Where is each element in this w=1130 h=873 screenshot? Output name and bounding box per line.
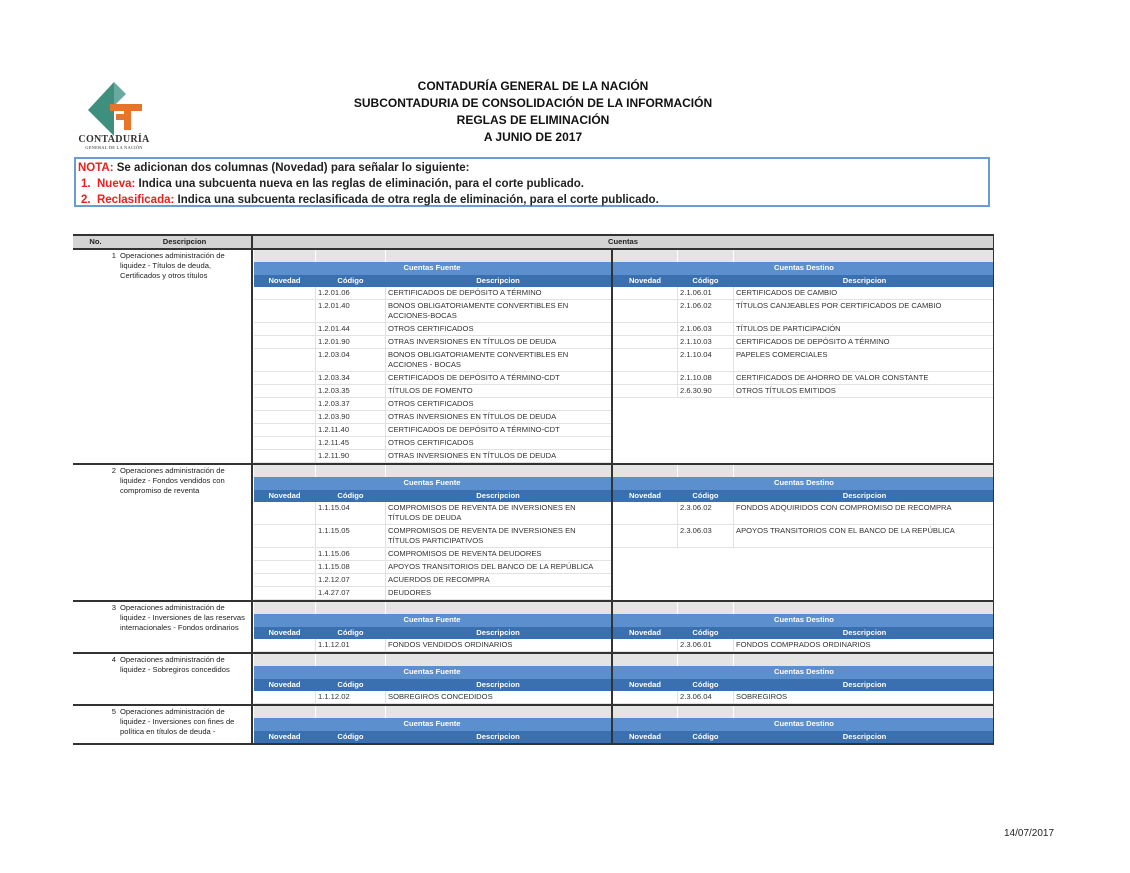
fuente-novedad <box>254 287 316 300</box>
column-header-novedad: Novedad <box>254 731 316 743</box>
column-header-novedad: Novedad <box>612 275 678 287</box>
fuente-codigo: 1.1.15.08 <box>316 561 386 574</box>
column-header-descripcion: Descripcion <box>734 275 995 287</box>
fuente-descripcion: COMPROMISOS DE REVENTA DE INVERSIONES EN TÍTULOS PARTICIPATIVOS <box>386 525 612 548</box>
destino-novedad <box>612 587 678 600</box>
spacer-cell <box>612 706 678 718</box>
rules-table <box>73 234 994 745</box>
footer-date: 14/07/2017 <box>1004 828 1055 839</box>
rule-section <box>73 705 994 744</box>
spacer-cell <box>734 465 995 477</box>
destino-novedad <box>612 502 678 525</box>
table-row <box>254 424 995 437</box>
cuentas-destino-header: Cuentas Destino <box>612 666 995 679</box>
rule-accounts <box>252 249 994 464</box>
fuente-descripcion: OTRAS INVERSIONES EN TÍTULOS DE DEUDA <box>386 336 612 349</box>
fuente-codigo: 1.2.01.06 <box>316 287 386 300</box>
fuente-descripcion: SOBREGIROS CONCEDIDOS <box>386 691 612 704</box>
rule-section <box>73 653 994 705</box>
rule-accounts <box>252 705 994 744</box>
column-header-codigo: Código <box>316 275 386 287</box>
destino-novedad <box>612 336 678 349</box>
destino-descripcion <box>734 574 995 587</box>
fuente-novedad <box>254 639 316 652</box>
fuente-codigo: 1.2.11.40 <box>316 424 386 437</box>
destino-codigo <box>678 587 734 600</box>
destino-novedad <box>612 287 678 300</box>
fuente-descripcion: TÍTULOS DE FOMENTO <box>386 385 612 398</box>
logo-subtitle: GENERAL DE LA NACIÓN <box>85 145 143 150</box>
destino-novedad <box>612 639 678 652</box>
destino-descripcion: CERTIFICADOS DE DEPÓSITO A TÉRMINO <box>734 336 995 349</box>
column-header-descripcion: Descripcion <box>118 235 252 249</box>
note-label: NOTA: <box>78 162 114 174</box>
spacer-cell <box>734 250 995 262</box>
spacer-cell <box>316 250 386 262</box>
table-row <box>254 336 995 349</box>
fuente-codigo: 1.1.12.02 <box>316 691 386 704</box>
fuente-codigo: 1.2.03.90 <box>316 411 386 424</box>
destino-descripcion: CERTIFICADOS DE CAMBIO <box>734 287 995 300</box>
column-header-codigo: Código <box>678 275 734 287</box>
accounts-column-header <box>254 275 995 287</box>
destino-codigo <box>678 398 734 411</box>
destino-descripcion <box>734 587 995 600</box>
fuente-descripcion: CERTIFICADOS DE DEPÓSITO A TÉRMINO-CDT <box>386 424 612 437</box>
fuente-novedad <box>254 437 316 450</box>
destino-codigo <box>678 450 734 463</box>
fuente-descripcion: BONOS OBLIGATORIAMENTE CONVERTIBLES EN ACCIONES - BOCAS <box>386 349 612 372</box>
destino-codigo: 2.3.06.02 <box>678 502 734 525</box>
cuentas-fuente-header: Cuentas Fuente <box>254 718 612 731</box>
destino-novedad <box>612 548 678 561</box>
destino-codigo <box>678 437 734 450</box>
column-header-novedad: Novedad <box>612 490 678 502</box>
spacer-cell <box>734 602 995 614</box>
accounts-table <box>253 250 994 463</box>
note-item-1 <box>78 176 988 192</box>
fuente-novedad <box>254 450 316 463</box>
spacer-cell <box>386 602 612 614</box>
fuente-codigo: 1.2.03.34 <box>316 372 386 385</box>
spacer-cell <box>734 654 995 666</box>
column-header-descripcion: Descripcion <box>734 679 995 691</box>
destino-descripcion: TÍTULOS CANJEABLES POR CERTIFICADOS DE CAMBIO <box>734 300 995 323</box>
note-item-1-label: Nueva: <box>96 178 136 190</box>
table-row <box>254 574 995 587</box>
fuente-descripcion: COMPROMISOS DE REVENTA DEUDORES <box>386 548 612 561</box>
destino-codigo: 2.1.06.01 <box>678 287 734 300</box>
spacer-cell <box>678 654 734 666</box>
rule-section <box>73 249 994 464</box>
fuente-novedad <box>254 502 316 525</box>
fuente-codigo: 1.1.15.06 <box>316 548 386 561</box>
cuentas-fuente-header: Cuentas Fuente <box>254 614 612 627</box>
table-row <box>254 548 995 561</box>
destino-descripcion <box>734 424 995 437</box>
fuente-novedad <box>254 398 316 411</box>
fuente-descripcion: OTROS CERTIFICADOS <box>386 323 612 336</box>
cuentas-destino-header: Cuentas Destino <box>612 718 995 731</box>
header-line-1: CONTADURÍA GENERAL DE LA NACIÓN <box>417 79 649 93</box>
column-header-codigo: Código <box>678 679 734 691</box>
destino-novedad <box>612 385 678 398</box>
spacer-cell <box>316 654 386 666</box>
destino-codigo <box>678 411 734 424</box>
cuentas-fuente-header: Cuentas Fuente <box>254 666 612 679</box>
fuente-codigo: 1.2.12.07 <box>316 574 386 587</box>
accounts-table <box>253 706 994 743</box>
accounts-table <box>253 654 994 704</box>
column-header-novedad: Novedad <box>254 490 316 502</box>
destino-novedad <box>612 372 678 385</box>
table-row <box>254 691 995 704</box>
destino-descripcion <box>734 437 995 450</box>
spacer-cell <box>678 706 734 718</box>
note-item-2 <box>78 192 988 208</box>
fuente-novedad <box>254 525 316 548</box>
table-row <box>254 323 995 336</box>
rule-description: Operaciones administración de liquidez - Inversiones con fines de política en títulos de deuda - <box>118 705 252 744</box>
destino-descripcion <box>734 398 995 411</box>
table-header-row <box>73 235 994 249</box>
rule-number: 1 <box>73 249 118 464</box>
fuente-novedad <box>254 548 316 561</box>
elimination-rules-table <box>73 234 994 792</box>
rule-description: Operaciones administración de liquidez - Inversiones de las reservas internacionales - Fondos ordinarios <box>118 601 252 653</box>
rule-accounts <box>252 464 994 601</box>
spacer-cell <box>254 250 316 262</box>
table-row <box>254 385 995 398</box>
document-header <box>300 78 766 146</box>
fuente-novedad <box>254 411 316 424</box>
column-header-novedad: Novedad <box>612 627 678 639</box>
fuente-novedad <box>254 561 316 574</box>
table-row <box>254 450 995 463</box>
destino-novedad <box>612 574 678 587</box>
spacer-cell <box>678 250 734 262</box>
destino-novedad <box>612 349 678 372</box>
accounts-group-header <box>254 666 995 679</box>
destino-codigo <box>678 424 734 437</box>
spacer-cell <box>678 602 734 614</box>
cuentas-destino-header: Cuentas Destino <box>612 614 995 627</box>
accounts-column-header <box>254 627 995 639</box>
spacer-cell <box>612 465 678 477</box>
table-row <box>254 398 995 411</box>
rule-description: Operaciones administración de liquidez - Títulos de deuda, Certificados y otros títulos <box>118 249 252 464</box>
rule-section <box>73 601 994 653</box>
note-intro <box>78 160 988 176</box>
column-header-descripcion: Descripcion <box>734 731 995 743</box>
accounts-table <box>253 465 994 600</box>
table-row <box>254 287 995 300</box>
destino-codigo: 2.1.06.02 <box>678 300 734 323</box>
destino-codigo: 2.6.30.90 <box>678 385 734 398</box>
rule-accounts <box>252 601 994 653</box>
fuente-novedad <box>254 574 316 587</box>
header-line-3: REGLAS DE ELIMINACIÓN <box>456 113 610 127</box>
rule-number: 3 <box>73 601 118 653</box>
fuente-codigo: 1.2.11.90 <box>316 450 386 463</box>
column-header-codigo: Código <box>678 490 734 502</box>
spacer-cell <box>254 706 316 718</box>
column-header-descripcion: Descripcion <box>386 627 612 639</box>
spacer-cell <box>254 654 316 666</box>
fuente-descripcion: ACUERDOS DE RECOMPRA <box>386 574 612 587</box>
note-item-2-label: Reclasificada: <box>96 194 175 206</box>
fuente-novedad <box>254 349 316 372</box>
fuente-novedad <box>254 336 316 349</box>
destino-codigo <box>678 548 734 561</box>
column-header-codigo: Código <box>316 679 386 691</box>
destino-descripcion: PAPELES COMERCIALES <box>734 349 995 372</box>
destino-novedad <box>612 398 678 411</box>
spacer-cell <box>386 465 612 477</box>
fuente-descripcion: APOYOS TRANSITORIOS DEL BANCO DE LA REPÚBLICA <box>386 561 612 574</box>
table-row <box>254 349 995 372</box>
spacer-cell <box>612 602 678 614</box>
accounts-column-header <box>254 490 995 502</box>
accounts-group-header <box>254 718 995 731</box>
destino-novedad <box>612 411 678 424</box>
fuente-novedad <box>254 323 316 336</box>
spacer-row <box>254 654 995 666</box>
destino-descripcion <box>734 411 995 424</box>
column-header-descripcion: Descripcion <box>386 731 612 743</box>
destino-codigo: 2.3.06.04 <box>678 691 734 704</box>
fuente-codigo: 1.1.12.01 <box>316 639 386 652</box>
destino-descripcion: OTROS TÍTULOS EMITIDOS <box>734 385 995 398</box>
destino-novedad <box>612 323 678 336</box>
fuente-codigo: 1.1.15.05 <box>316 525 386 548</box>
destino-novedad <box>612 525 678 548</box>
spacer-row <box>254 706 995 718</box>
destino-descripcion: FONDOS ADQUIRIDOS CON COMPROMISO DE RECOMPRA <box>734 502 995 525</box>
destino-descripcion: CERTIFICADOS DE AHORRO DE VALOR CONSTANTE <box>734 372 995 385</box>
spacer-cell <box>316 706 386 718</box>
destino-novedad <box>612 691 678 704</box>
destino-descripcion <box>734 561 995 574</box>
table-row <box>254 437 995 450</box>
table-row <box>254 411 995 424</box>
spacer-cell <box>386 250 612 262</box>
column-header-novedad: Novedad <box>612 731 678 743</box>
destino-codigo: 2.1.10.03 <box>678 336 734 349</box>
table-row <box>254 561 995 574</box>
fuente-descripcion: CERTIFICADOS DE DEPÓSITO A TÉRMINO <box>386 287 612 300</box>
column-header-descripcion: Descripcion <box>734 627 995 639</box>
destino-codigo <box>678 561 734 574</box>
spacer-cell <box>254 465 316 477</box>
cuentas-destino-header: Cuentas Destino <box>612 477 995 490</box>
destino-novedad <box>612 437 678 450</box>
column-header-codigo: Código <box>678 627 734 639</box>
fuente-novedad <box>254 385 316 398</box>
fuente-novedad <box>254 424 316 437</box>
accounts-group-header <box>254 614 995 627</box>
rule-section <box>73 464 994 601</box>
spacer-cell <box>612 654 678 666</box>
table-row <box>254 525 995 548</box>
destino-descripcion <box>734 548 995 561</box>
destino-novedad <box>612 561 678 574</box>
column-header-no: No. <box>73 235 118 249</box>
spacer-row <box>254 250 995 262</box>
spacer-cell <box>316 602 386 614</box>
destino-novedad <box>612 424 678 437</box>
fuente-codigo: 1.2.03.35 <box>316 385 386 398</box>
spacer-cell <box>678 465 734 477</box>
fuente-codigo: 1.2.03.37 <box>316 398 386 411</box>
fuente-novedad <box>254 372 316 385</box>
destino-codigo: 2.3.06.01 <box>678 639 734 652</box>
rule-description: Operaciones administración de liquidez - Sobregiros concedidos <box>118 653 252 705</box>
accounts-table <box>253 602 994 652</box>
table-row <box>254 587 995 600</box>
table-row <box>254 639 995 652</box>
destino-codigo: 2.3.06.03 <box>678 525 734 548</box>
table-row <box>254 300 995 323</box>
destino-descripcion: TÍTULOS DE PARTICIPACIÓN <box>734 323 995 336</box>
column-header-novedad: Novedad <box>254 679 316 691</box>
spacer-cell <box>612 250 678 262</box>
column-header-codigo: Código <box>316 731 386 743</box>
destino-codigo: 2.1.06.03 <box>678 323 734 336</box>
cuentas-destino-header: Cuentas Destino <box>612 262 995 275</box>
spacer-cell <box>316 465 386 477</box>
fuente-descripcion: OTRAS INVERSIONES EN TÍTULOS DE DEUDA <box>386 450 612 463</box>
column-header-codigo: Código <box>316 627 386 639</box>
column-header-descripcion: Descripcion <box>386 275 612 287</box>
fuente-novedad <box>254 691 316 704</box>
destino-descripcion: FONDOS COMPRADOS ORDINARIOS <box>734 639 995 652</box>
fuente-descripcion: BONOS OBLIGATORIAMENTE CONVERTIBLES EN ACCIONES-BOCAS <box>386 300 612 323</box>
destino-codigo: 2.1.10.04 <box>678 349 734 372</box>
fuente-descripcion: COMPROMISOS DE REVENTA DE INVERSIONES EN TÍTULOS DE DEUDA <box>386 502 612 525</box>
rule-accounts <box>252 653 994 705</box>
fuente-codigo: 1.1.15.04 <box>316 502 386 525</box>
rule-number: 2 <box>73 464 118 601</box>
column-header-novedad: Novedad <box>254 627 316 639</box>
destino-descripcion <box>734 450 995 463</box>
fuente-descripcion: FONDOS VENDIDOS ORDINARIOS <box>386 639 612 652</box>
logo-wordmark: CONTADURÍA <box>78 134 150 145</box>
rule-number: 5 <box>73 705 118 744</box>
column-header-codigo: Código <box>316 490 386 502</box>
spacer-cell <box>386 706 612 718</box>
destino-descripcion: SOBREGIROS <box>734 691 995 704</box>
destino-novedad <box>612 450 678 463</box>
fuente-novedad <box>254 300 316 323</box>
table-row <box>254 502 995 525</box>
fuente-descripcion: OTROS CERTIFICADOS <box>386 437 612 450</box>
spacer-cell <box>734 706 995 718</box>
fuente-descripcion: CERTIFICADOS DE DEPÓSITO A TÉRMINO-CDT <box>386 372 612 385</box>
note-item-2-text: Indica una subcuenta reclasificada de otra regla de eliminación, para el corte publicado. <box>174 194 659 206</box>
column-header-descripcion: Descripcion <box>734 490 995 502</box>
fuente-codigo: 1.2.03.04 <box>316 349 386 372</box>
column-header-codigo: Código <box>678 731 734 743</box>
cuentas-fuente-header: Cuentas Fuente <box>254 477 612 490</box>
spacer-cell <box>254 602 316 614</box>
note-box <box>74 157 990 207</box>
note-item-1-number: 1. <box>81 178 91 190</box>
note-item-1-text: Indica una subcuenta nueva en las reglas de eliminación, para el corte publicado. <box>135 178 584 190</box>
column-header-novedad: Novedad <box>612 679 678 691</box>
note-item-2-number: 2. <box>81 194 91 206</box>
fuente-codigo: 1.4.27.07 <box>316 587 386 600</box>
column-header-cuentas: Cuentas <box>252 235 994 249</box>
column-header-descripcion: Descripcion <box>386 679 612 691</box>
destino-descripcion: APOYOS TRANSITORIOS CON EL BANCO DE LA REPÚBLICA <box>734 525 995 548</box>
fuente-codigo: 1.2.01.90 <box>316 336 386 349</box>
fuente-codigo: 1.2.01.40 <box>316 300 386 323</box>
header-line-2: SUBCONTADURIA DE CONSOLIDACIÓN DE LA INFORMACIÓN <box>353 96 713 110</box>
fuente-descripcion: DEUDORES <box>386 587 612 600</box>
destino-novedad <box>612 300 678 323</box>
destino-codigo: 2.1.10.08 <box>678 372 734 385</box>
accounts-group-header <box>254 262 995 275</box>
header-line-4: A JUNIO DE 2017 <box>483 130 583 144</box>
accounts-group-header <box>254 477 995 490</box>
accounts-column-header <box>254 731 995 743</box>
fuente-novedad <box>254 587 316 600</box>
fuente-descripcion: OTRAS INVERSIONES EN TÍTULOS DE DEUDA <box>386 411 612 424</box>
table-row <box>254 372 995 385</box>
fuente-codigo: 1.2.11.45 <box>316 437 386 450</box>
fuente-codigo: 1.2.01.44 <box>316 323 386 336</box>
cuentas-fuente-header: Cuentas Fuente <box>254 262 612 275</box>
note-text: Se adicionan dos columnas (Novedad) para señalar lo siguiente: <box>113 162 470 174</box>
column-header-descripcion: Descripcion <box>386 490 612 502</box>
fuente-descripcion: OTROS CERTIFICADOS <box>386 398 612 411</box>
column-header-novedad: Novedad <box>254 275 316 287</box>
rule-number: 4 <box>73 653 118 705</box>
spacer-row <box>254 602 995 614</box>
spacer-row <box>254 465 995 477</box>
rule-description: Operaciones administración de liquidez - Fondos vendidos con compromiso de reventa <box>118 464 252 601</box>
spacer-cell <box>386 654 612 666</box>
accounts-column-header <box>254 679 995 691</box>
destino-codigo <box>678 574 734 587</box>
